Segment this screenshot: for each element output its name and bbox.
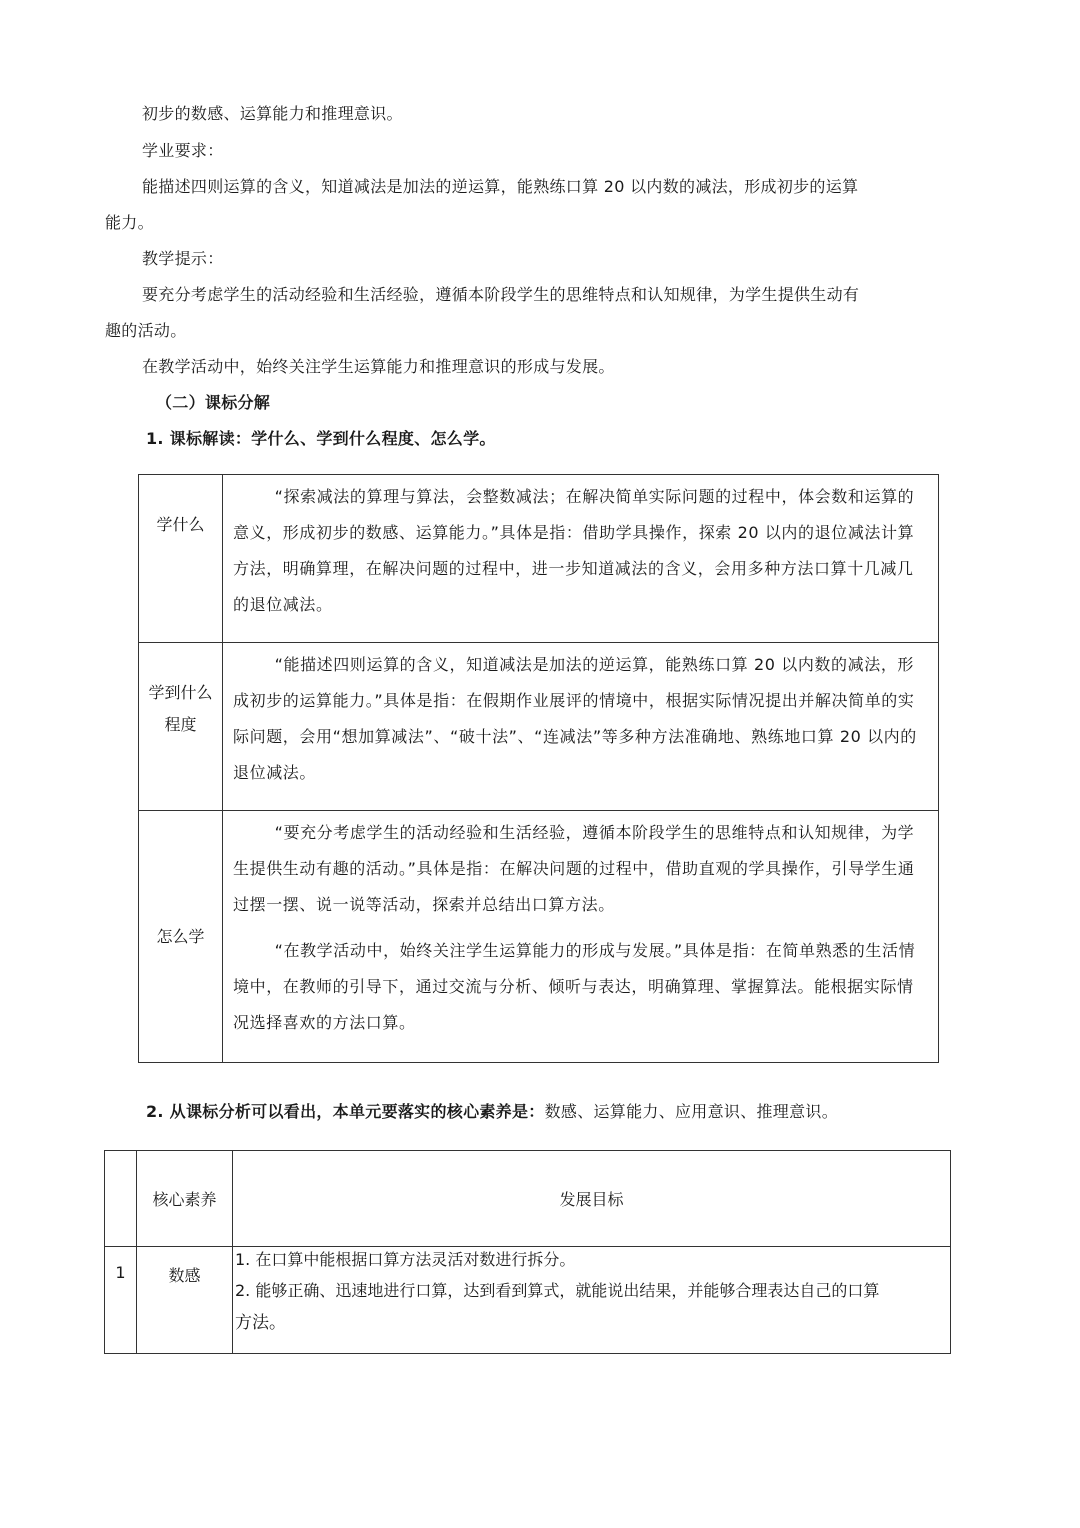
table-row xyxy=(139,643,939,811)
goal-line: 2. 能够正确、迅速地进行口算，达到看到算式，就能说出结果，并能够合理表达自己的口算 xyxy=(235,1281,880,1300)
subheading-standard-reading: 1. 课标解读：学什么、学到什么程度、怎么学。 xyxy=(146,429,496,448)
row-label-cell xyxy=(139,475,223,643)
row-label-cell xyxy=(139,643,223,811)
paragraph-intro-1: 初步的数感、运算能力和推理意识。 xyxy=(142,104,403,123)
row-content-paragraph: “要充分考虑学生的活动经验和生活经验，遵循本阶段学生的思维特点和认知规律，为学生提供生动有趣的活动。”具体是指：在解决问题的过程中，借助直观的学具操作，引导学生通过摆一摆、说一说等活动，探索并总结出口算方法。 xyxy=(233,823,915,914)
row-label-cell xyxy=(139,811,223,1063)
paragraph-academic-requirement-label: 学业要求： xyxy=(142,141,224,160)
paragraph-teaching-tip-line2: 趣的活动。 xyxy=(105,321,187,340)
row-content-paragraph: “探索减法的算理与算法，会整数减法；在解决简单实际问题的过程中，体会数和运算的意义，形成初步的数感、运算能力。”具体是指：借助学具操作，探索 20 以内的退位减法计算方法，明确算理，在解决问题的过程中，进一步知道减法的含义，会用多种方法口算十几减几的退位减法。 xyxy=(233,487,915,614)
table-header-row xyxy=(105,1151,951,1247)
header-goal-cell: 发展目标 xyxy=(233,1151,951,1247)
paragraph-academic-requirement-line1: 能描述四则运算的含义，知道减法是加法的逆运算，能熟练口算 20 以内数的减法，形成初步的运算 xyxy=(142,177,859,196)
paragraph-teaching-activity: 在教学活动中，始终关注学生运算能力和推理意识的形成与发展。 xyxy=(142,357,615,376)
row-literacy-cell: 数感 xyxy=(137,1247,233,1354)
paragraph-teaching-tip-line1: 要充分考虑学生的活动经验和生活经验，遵循本阶段学生的思维特点和认知规律，为学生提供生动有 xyxy=(142,285,860,304)
header-literacy-cell: 核心素养 xyxy=(137,1151,233,1247)
paragraph-teaching-tip-label: 教学提示： xyxy=(142,249,224,268)
standard-interpretation-table xyxy=(138,474,939,1063)
core-literacy-heading-bold: 2. 从课标分析可以看出，本单元要落实的核心素养是： xyxy=(146,1102,545,1121)
header-index-cell xyxy=(105,1151,137,1247)
core-literacy-heading xyxy=(146,1101,838,1123)
table-row xyxy=(139,475,939,643)
table-row xyxy=(105,1247,951,1354)
row-goal-cell xyxy=(233,1247,951,1354)
core-literacy-heading-list: 数感、运算能力、应用意识、推理意识。 xyxy=(544,1102,838,1121)
paragraph-academic-requirement-line2: 能力。 xyxy=(105,213,154,232)
row-index-cell: 1 xyxy=(105,1247,137,1354)
row-label: 怎么学 xyxy=(156,926,205,946)
goal-line: 方法。 xyxy=(235,1313,286,1333)
row-content-cell xyxy=(223,811,939,1063)
section-heading-standard-breakdown: （二）课标分解 xyxy=(156,393,271,412)
row-content-paragraph: “能描述四则运算的含义，知道减法是加法的逆运算，能熟练口算 20 以内数的减法，形成初步的运算能力。”具体是指：在假期作业展评的情境中，根据实际情况提出并解决简单的实际问题，会用“想加算减法”、“破十法”、“连减法”等多种方法准确地、熟练地口算 20 以内的退位减法。 xyxy=(233,655,917,782)
goal-line: 1. 在口算中能根据口算方法灵活对数进行拆分。 xyxy=(235,1250,576,1269)
row-label: 学到什么程度 xyxy=(148,683,213,734)
table-row xyxy=(139,811,939,1063)
row-content-paragraph: “在教学活动中，始终关注学生运算能力的形成与发展。”具体是指：在简单熟悉的生活情境中，在教师的引导下，通过交流与分析、倾听与表达，明确算理、掌握算法。能根据实际情况选择喜欢的方法口算。 xyxy=(233,941,916,1032)
row-content-cell xyxy=(223,475,939,643)
core-literacy-table xyxy=(104,1150,951,1354)
row-label: 学什么 xyxy=(156,515,205,534)
row-content-cell xyxy=(223,643,939,811)
